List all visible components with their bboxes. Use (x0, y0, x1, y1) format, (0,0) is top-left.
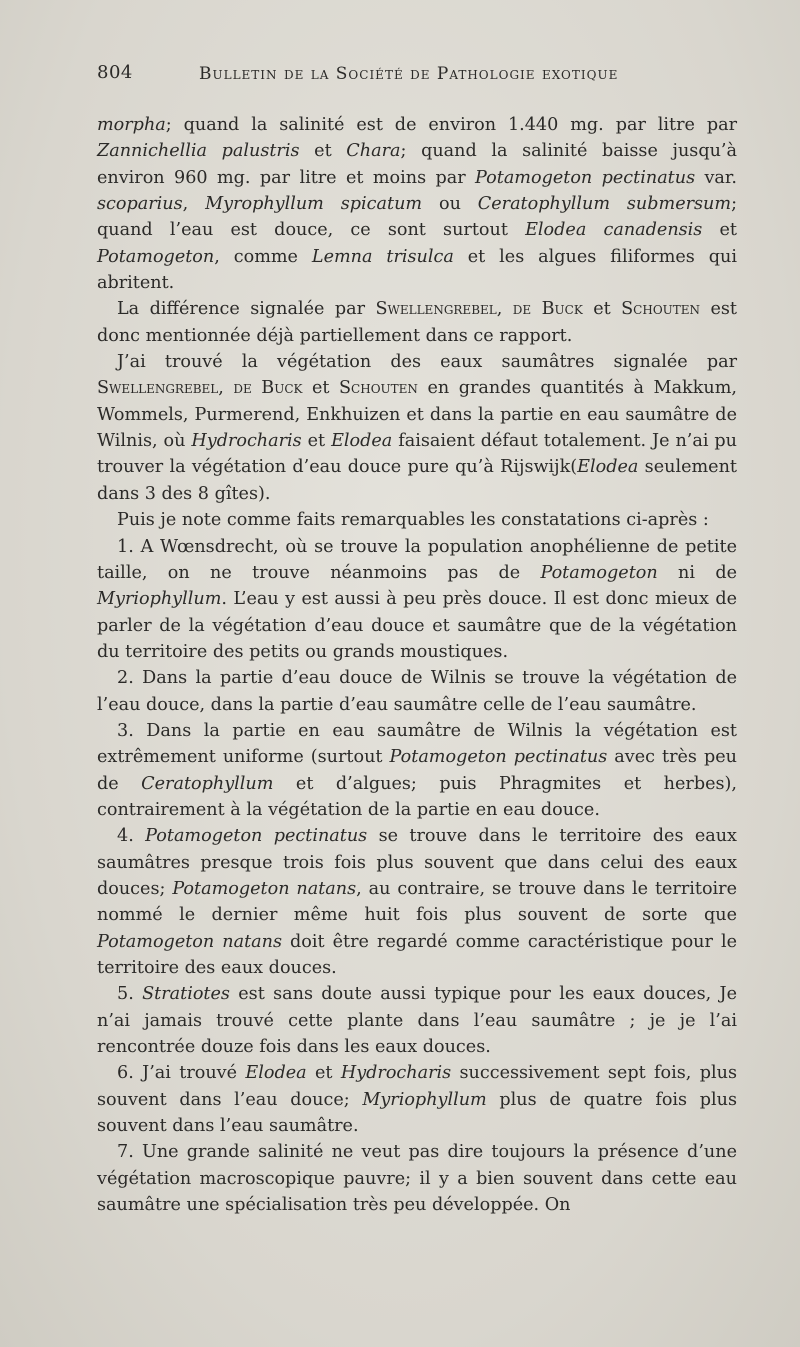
paragraph: 7. Une grande salinité ne veut pas dire toujours la présence d’une végétation macroscopique pauvre; il y a bien souvent dans cette eau saumâtre une spécialisation très peu développée. On (97, 1142, 737, 1216)
paragraph: 4. Potamogeton pectinatus se trouve dans le territoire des eaux saumâtres presque trois fois plus souvent que dans celui des eaux douces; Potamogeton natans, au contraire, se trouve dans le territoire nommé le dernier même huit fois plus souvent de sorte que Potamogeton natans doit être regardé comme caractéristique pour le territoire des eaux douces. (97, 826, 737, 978)
running-title: Bulletin de la Société de Pathologie exotique (199, 64, 619, 84)
page-number: 804 (97, 62, 133, 83)
paragraph: La différence signalée par Swellengrebel, de Buck et Schouten est donc mentionnée déjà partiellement dans ce rapport. (97, 299, 737, 346)
paragraph: 1. A Wœnsdrecht, où se trouve la population anophélienne de petite taille, on ne trouve néanmoins pas de Potamogeton ni de Myriophyllum. L’eau y est aussi à peu près douce. Il est donc mieux de parler de la végétation d’eau douce et saumâtre que de la végétation du territoire des petits ou grands moustiques. (97, 536, 737, 662)
paragraph: morpha; quand la salinité est de environ 1.440 mg. par litre par Zannichellia palustris et Chara; quand la salinité baisse jusqu’à environ 960 mg. par litre et moins par Potamogeton pectinatus var. scoparius, Myrophyllum spicatum ou Ceratophyllum submersum; quand l’eau est douce, ce sont surtout Elodea canadensis et Potamogeton, comme Lemna trisulca et les algues filiformes qui abritent. (97, 115, 738, 294)
paragraph: Puis je note comme faits remarquables les constatations ci-après : (117, 510, 709, 531)
paragraph: 6. J’ai trouvé Elodea et Hydrocharis successivement sept fois, plus souvent dans l’eau douce; Myriophyllum plus de quatre fois plus souvent dans l’eau saumâtre. (97, 1063, 737, 1137)
paragraph: 3. Dans la partie en eau saumâtre de Wilnis la végétation est extrêmement uniforme (surtout Potamogeton pectinatus avec très peu de Ceratophyllum et d’algues; puis Phragmites et herbes), contrairement à la végétation de la partie en eau douce. (97, 720, 737, 820)
paragraph: 2. Dans la partie d’eau douce de Wilnis se trouve la végétation de l’eau douce, dans la partie d’eau saumâtre celle de l’eau saumâtre. (97, 668, 737, 715)
body-text (97, 112, 737, 1218)
page-header (97, 62, 747, 92)
paragraph: 5. Stratiotes est sans doute aussi typique pour les eaux douces, Je n’ai jamais trouvé cette plante dans l’eau saumâtre ; je je l’ai rencontrée douze fois dans les eaux douces. (97, 984, 737, 1058)
paragraph: J’ai trouvé la végétation des eaux saumâtres signalée par Swellengrebel, de Buck et Schouten en grandes quantités à Makkum, Wommels, Purmerend, Enkhuizen et dans la partie en eau saumâtre de Wilnis, où Hydrocharis et Elodea faisaient défaut totalement. Je n’ai pu trouver la végétation d’eau douce pure qu’à Rijswijk(Elodea seulement dans 3 des 8 gîtes). (97, 352, 738, 504)
